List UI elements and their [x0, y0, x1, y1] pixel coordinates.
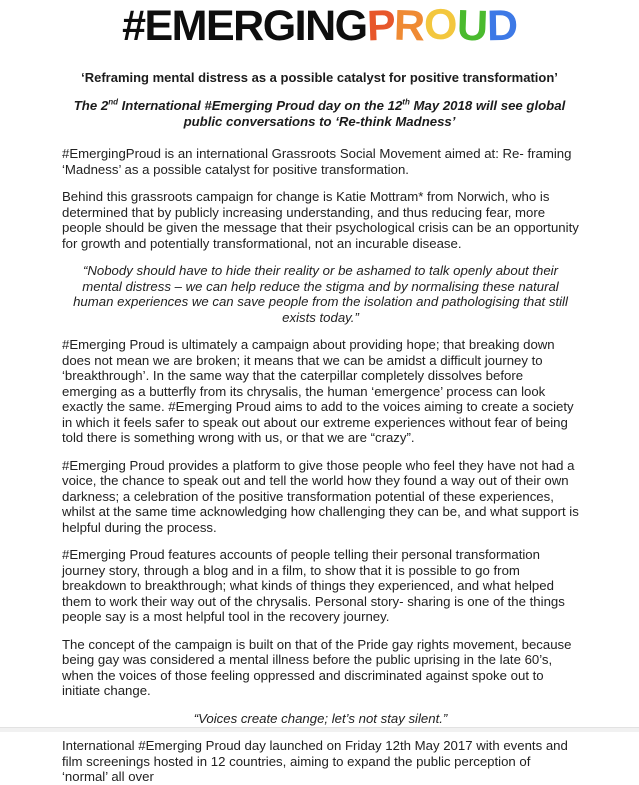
logo-letter-o: O: [423, 0, 458, 50]
logo-letter-r: R: [393, 1, 426, 51]
logo-letter-p: P: [365, 1, 396, 51]
page-bottom-edge: [0, 727, 639, 732]
quote-paragraph-stigma: “Nobody should have to hide their reality or be ashamed to talk openly about their mental distress – we can help reduce the stigma and by normalising these natural human experiences we can save people from the isolation and pathologising that still exists today.”: [73, 263, 568, 325]
paragraph-hope: #Emerging Proud is ultimately a campaign about providing hope; that breaking down does not mean we are broken; it means that we can be amidst a difficult journey to ‘breakthrough’. In the same way that the caterpillar completely dissolves before emerging as a butterfly from its chrysalis, the human ‘emergence’ process can look exactly the same. #Emerging Proud aims to add to the voices aiming to create a society in which it feels safer to speak out about our extreme experiences without fear of being told there is something wrong with us, or that we are “crazy”.: [62, 337, 574, 445]
paragraph-accounts: #Emerging Proud features accounts of people telling their personal transformation journey story, through a blog and in a film, to show that it is possible to go from breakdown to breakthrough; what kinds of things they experienced, and what helped them to work their way out of the chrysalis. Personal story- sharing is one of the things people say is a most helpful tool in the recovery journey.: [62, 547, 565, 624]
paragraph-katie-mottram: Behind this grassroots campaign for change is Katie Mottram* from Norwich, who is determined that by publicly increasing understanding, and thus reducing fear, more people should be given the message that their psychological crisis can be an opportunity for growth and potentially transformational, not an incurable disease.: [62, 189, 579, 251]
paragraph-intro: #EmergingProud is an international Grassroots Social Movement aimed at: Re- framing ‘Madness’ as a possible catalyst for positive transformation.: [62, 146, 572, 177]
quote-paragraph-voices: “Voices create change; let’s not stay silent.”: [193, 710, 448, 726]
subtitle-superscript-nd: nd: [108, 97, 118, 107]
subtitle-part-2: International #Emerging Proud day on the 12: [117, 98, 403, 113]
document-title: ‘Reframing mental distress as a possible catalyst for positive transformation’: [81, 70, 558, 85]
document-subtitle: [0, 98, 639, 130]
document-body: [0, 130, 639, 785]
paragraph-launch-2017: International #Emerging Proud day launched on Friday 12th May 2017 with events and film screenings hosted in 12 countries, aiming to expand the public perception of ‘normal’ all over: [62, 738, 568, 784]
subtitle-part-1: The 2: [73, 98, 109, 113]
paragraph-pride-movement: The concept of the campaign is built on that of the Pride gay rights movement, because being gay was considered a mental illness before the public uprising in the late 60’s, when the voices of those feeling oppressed and discriminated against spoke out to initiate change.: [62, 636, 572, 698]
logo-text-proud: [367, 2, 517, 50]
subtitle-part-3: May 2018 will see global public conversations to ‘Re-think Madness’: [183, 98, 566, 129]
paragraph-platform: #Emerging Proud provides a platform to give those people who feel they have not had a voice, the chance to speak out and tell the world how they found a way out of their own darkness; a celebration of the positive transformation potential of these experiences, whilst at the same time acknowledging how challenging they can be, and what support is helpful during the process.: [62, 457, 579, 535]
logo-text-emerging: #EMERGING: [122, 2, 367, 50]
subtitle-superscript-th: th: [402, 97, 410, 107]
logo-letter-u: U: [455, 1, 488, 51]
emerging-proud-logo: [0, 0, 639, 49]
logo-letter-d: D: [486, 1, 518, 51]
